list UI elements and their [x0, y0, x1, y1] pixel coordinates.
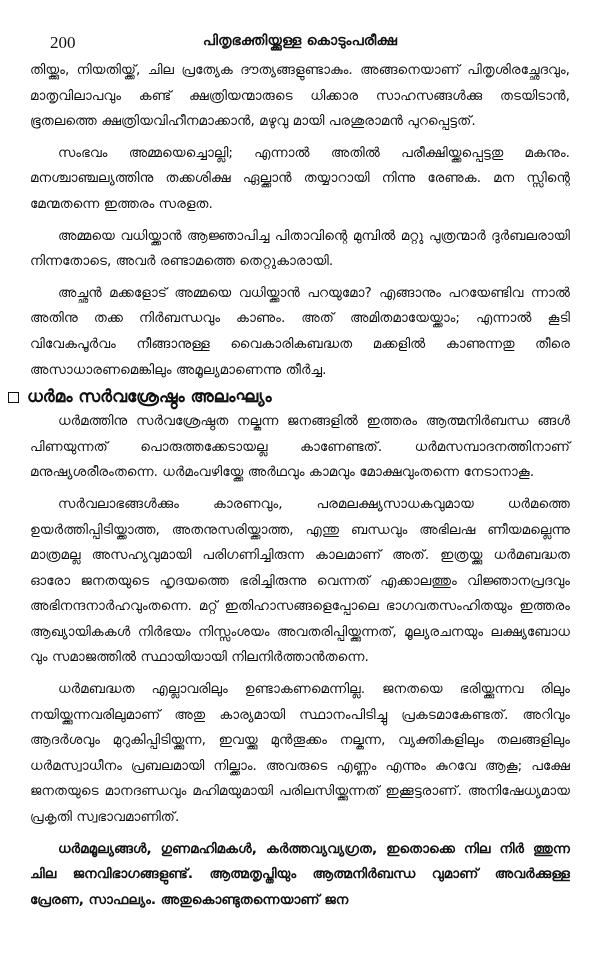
bold-paragraph: ധർമമൂല്യങ്ങൾ, ഗുണമഹിമകൾ, കർത്തവ്യവ്യഗ്രത, ഇതൊക്കെ നില നിർ ത്തുന്ന ചില ജനവിഭാഗങ്ങളുണ്ട്. ആത്മതൃപ്തിയും ആത്മനിർബന്ധ വുമാണ് അവർക്കുള്ള പ്രേരണ, സാഫല്യം. അതുകൊണ്ടുതന്നെയാണ് ജന — [30, 840, 570, 908]
paragraph: തിയ്ക്കും, നിയതിയ്ക്ക്, ചില പ്രത്യേക ദൗത്യങ്ങളുണ്ടാകും. അങ്ങനെയാണ് പിതൃശിരച്ഛേദവും, മാതൃവിലാപവും കണ്ട് ക്ഷത്രിയന്മാരുടെ ധിക്കാര സാഹസങ്ങൾക്കു തടയിടാൻ, ഭൂതലത്തെ ക്ഷത്രിയവിഹീനമാക്കാൻ, മഴുവു മായി പരശുരാമൻ പുറപ്പെട്ടത്. — [30, 62, 570, 130]
section-heading — [8, 387, 570, 407]
paragraph: അച്ഛൻ മക്കളോട് അമ്മയെ വധിയ്ക്കാൻ പറയുമോ? എങ്ങാനും പറയേണ്ടിവ ന്നാൽ അതിനു തക്ക നിർബന്ധവും കാണും. അത് അമിതമായേയ്ക്കാം; എന്നാൽ കൂടി വിവേകപൂർവം നീങ്ങാനുള്ള വൈകാരികബദ്ധത മക്കളിൽ കാണുന്നതു തീരെ അസാധാരണമെങ്കിലും അമൂല്യമാണെന്നു തീർച്ച. — [30, 284, 570, 378]
page-header — [30, 0, 570, 58]
page-number: 200 — [50, 33, 76, 52]
paragraph: ധർമബദ്ധത എല്ലാവരിലും ഉണ്ടാകണമെന്നില്ല. ജനതയെ ഭരിയ്ക്കുന്നവ രിലും നയിയ്ക്കുന്നവരിലുമാണ് അതു കാര്യമായി സ്ഥാനംപിടിച്ചു പ്രകടമാകേണ്ടത്. അറിവും ആദർശവും മുറുകിപ്പിടിയ്ക്കുന്ന, ഇവയ്ക്കു മുൻതൂക്കം നല്കുന്ന, വ്യക്തികളിലും തലങ്ങളിലും ധർമസ്വാധീനം പ്രബലമായി നില്ക്കാം. അവരുടെ എണ്ണം എന്നും കുറവേ ആകൂ; പക്ഷേ ജനതയുടെ മാനദണ്ഡവും മഹിമയുമായി പരിലസിയ്ക്കുന്നത് ഇക്കൂട്ടരാണ്. അനിഷേധ്യമായ പ്രകൃതി സ്വഭാവമാണിത്. — [30, 681, 570, 826]
section-heading-text: ധർമം സർവശ്രേഷ്ഠം അലംഘ്യം — [27, 387, 272, 408]
paragraph: ധർമത്തിനു സർവശ്രേഷ്ഠത നല്കുന്ന ജനങ്ങളിൽ ഇത്തരം ആത്മനിർബന്ധ ങ്ങൾ പിണയുന്നത് പൊരുത്തക്കേടായല്ല കാണേണ്ടത്. ധർമസമ്പാദനത്തിനാണ് മനുഷ്യശരീരംതന്നെ. ധർമംവഴിയ്ക്കേ അർഥവും കാമവും മോക്ഷവുംതന്നെ നേടാനാകൂ. — [30, 413, 570, 481]
square-bullet-icon — [8, 392, 19, 403]
page-content — [27, 58, 570, 913]
running-title: പിതൃഭക്തിയ്ക്കുള്ള കൊടുംപരീക്ഷ — [202, 33, 398, 49]
paragraph: സർവലാഭങ്ങൾക്കും കാരണവും, പരമലക്ഷ്യസാധകവുമായ ധർമത്തെ ഉയർത്തിപ്പിടിയ്ക്കാത്ത, അതനുസരിയ്ക്കാത്ത, എന്തു ബന്ധവും അഭിലഷ ണീയമല്ലെന്നു മാത്രമല്ല അസഹ്യവുമായി പരിഗണിച്ചിരുന്ന കാലമാണ് അത്. ഇത്രയ്ക്കു ധർമബദ്ധത ഓരോ ജനതയുടെ ഹൃദയത്തെ ഭരിച്ചിരുന്നു വെന്നത് എക്കാലത്തും വിജ്ഞാനപ്രദവും അഭിനന്ദനാർഹവുംതന്നെ. മറ്റ് ഇതിഹാസങ്ങളെപ്പോലെ ഭാഗവതസംഹിതയും ഇത്തരം ആഖ്യായികകൾ നിർഭയം നിസ്സംശയം അവതരിപ്പിയ്ക്കുന്നത്, മൂല്യരചനയും ലക്ഷ്യബോധ വും സമാജത്തിൽ സ്ഥായിയായി നിലനിർത്താൻതന്നെ. — [30, 495, 570, 666]
paragraph: സംഭവം അമ്മയെച്ചൊല്ലി; എന്നാൽ അതിൽ പരീക്ഷിയ്ക്കപ്പെട്ടതു മകനും. മനശ്ചാഞ്ചല്യത്തിനു തക്കശിക്ഷ ഏല്ക്കാൻ തയ്യാറായി നിന്നു രേണുക. മന സ്സിന്റെ മേന്മതന്നെ ഇത്തരം സരളത. — [30, 144, 570, 212]
paragraph: അമ്മയെ വധിയ്ക്കാൻ ആജ്ഞാപിച്ച പിതാവിന്റെ മുമ്പിൽ മറ്റു പുത്രന്മാർ ദുർബലരായി നിന്നതോടെ, അവർ രണ്ടാമത്തെ തെറ്റുകാരായി. — [30, 227, 570, 270]
